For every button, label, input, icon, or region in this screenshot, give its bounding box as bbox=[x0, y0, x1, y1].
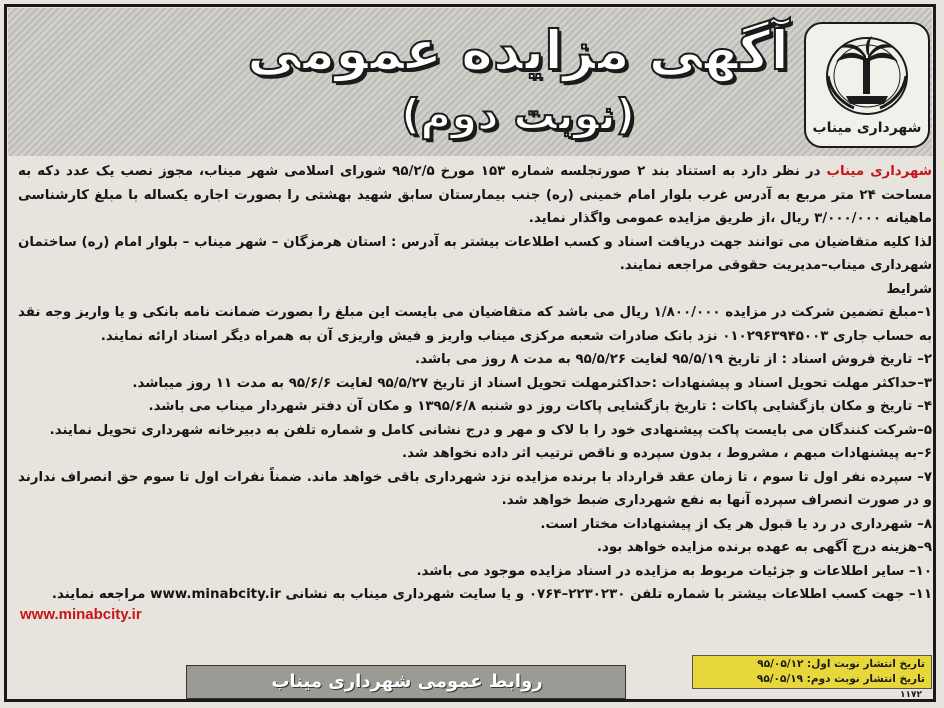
notice-title: آگهی مزایده عمومی bbox=[247, 19, 789, 82]
condition-item: ۶–به پیشنهادات مبهم ، مشروط ، بدون سپرده و ناقص ترتیب اثر داده نخواهد شد. bbox=[402, 446, 932, 461]
contact-paragraph: لذا کلیه متقاضیان می توانند جهت دریافت اسناد و کسب اطلاعات بیشتر به آدرس : استان هرمزگان – شهر میناب – بلوار امام (ره) ساختمان شهرداری میناب–مدیریت حقوقی مراجعه نمایند. bbox=[18, 234, 932, 273]
conditions-heading: شرایط bbox=[886, 281, 932, 297]
logo-text: شهرداری میناب bbox=[812, 120, 922, 136]
condition-item: ۳–حداکثر مهلت تحویل اسناد و پیشنهادات :حداکثرمهلت تحویل اسناد از تاریخ ۹۵/۵/۲۷ لغایت ۹۵/۶/۶ به مدت ۱۱ روز میباشد. bbox=[132, 375, 932, 391]
condition-item: ۹–هزینه درج آگهی به عهده برنده مزایده خواهد بود. bbox=[596, 540, 932, 555]
condition-item: ۷– سپرده نفر اول تا سوم ، تا زمان عقد قرارداد با برنده مزایده نزد شهرداری باقی خواهد ماند. ضمناً نفرات اول تا سوم حق انصراف ندارند و در صورت انصراف سپرده آنها به نفع شهرداری ضبط خواهد شد. bbox=[18, 469, 932, 508]
footer-label: روابط عمومی شهرداری میناب bbox=[271, 671, 543, 692]
condition-item: ۱–مبلغ تضمین شرکت در مزایده ۱/۸۰۰/۰۰۰ ریال می باشد که متقاضیان می بایست این مبلغ را بصورت ضمانت نامه بانکی و یا واریز وجه نقد به حساب جاری ۰۱۰۲۹۶۳۹۴۵۰۰۳ نزد بانک صادرات شعبه مرکزی میناب واریز و فیش واریزی آن به همراه دیگر اسناد ارائه نمایند. bbox=[18, 305, 932, 344]
second-publication-date: تاریخ انتشار نوبت دوم: ۹۵/۰۵/۱۹ bbox=[756, 673, 925, 685]
condition-item: ۴– تاریخ و مکان بازگشایی پاکات : تاریخ بازگشایی پاکات روز دو شنبه ۱۳۹۵/۶/۸ و مکان آن دفتر شهردار میناب می باشد. bbox=[148, 399, 932, 414]
ad-code: ۱۱۷۲ bbox=[900, 690, 922, 700]
first-publication-date: تاریخ انتشار نوبت اول: ۹۵/۰۵/۱۲ bbox=[757, 658, 925, 670]
condition-item: ۱۰– سایر اطلاعات و جزئیات مربوط به مزایده در اسناد مزایده موجود می باشد. bbox=[416, 563, 932, 579]
publication-dates bbox=[692, 655, 932, 689]
notice-header bbox=[8, 8, 932, 156]
website-link[interactable]: www.minabcity.ir bbox=[20, 606, 142, 623]
condition-item: ۸– شهرداری در رد یا قبول هر یک از پیشنهادات مختار است. bbox=[540, 516, 932, 532]
municipality-logo bbox=[804, 22, 930, 148]
condition-item: ۵–شرکت کنندگان می بایست پاکت پیشنهادی خود را با لاک و مهر و درج نشانی کامل و شماره تلفن به دبیرخانه شهرداری تحویل نمایند. bbox=[49, 422, 932, 438]
notice-subtitle: (نوبت دوم) bbox=[401, 90, 635, 139]
intro-paragraph bbox=[18, 160, 932, 231]
organization-name: شهرداری میناب bbox=[826, 164, 932, 179]
notice-body bbox=[18, 160, 932, 646]
intro-text: در نظر دارد به استناد بند ۲ صورتجلسه شماره ۱۵۳ مورخ ۹۵/۲/۵ شورای اسلامی شهر میناب، مجوز نصب یک عدد دکه به مساحت ۲۴ متر مربع به آدرس غرب بلوار امام خمینی (ره) جنب بیمارستان سابق شهید بهشتی را بصورت اجاره یکساله با مبلغ کارشناسی ماهیانه ۳/۰۰۰/۰۰۰ ریال ،از طریق مزایده عمومی واگذار نماید. bbox=[18, 164, 932, 226]
footer-banner bbox=[186, 665, 626, 699]
condition-item: ۲– تاریخ فروش اسناد : از تاریخ ۹۵/۵/۱۹ لغایت ۹۵/۵/۲۶ به مدت ۸ روز می باشد. bbox=[415, 352, 932, 367]
condition-item: ۱۱– جهت کسب اطلاعات بیشتر با شماره تلفن ۲۲۳۰۲۳۰–۰۷۶۴ و یا سایت شهرداری میناب به نشانی www.minabcity.ir مراجعه نمایند. bbox=[51, 587, 932, 602]
